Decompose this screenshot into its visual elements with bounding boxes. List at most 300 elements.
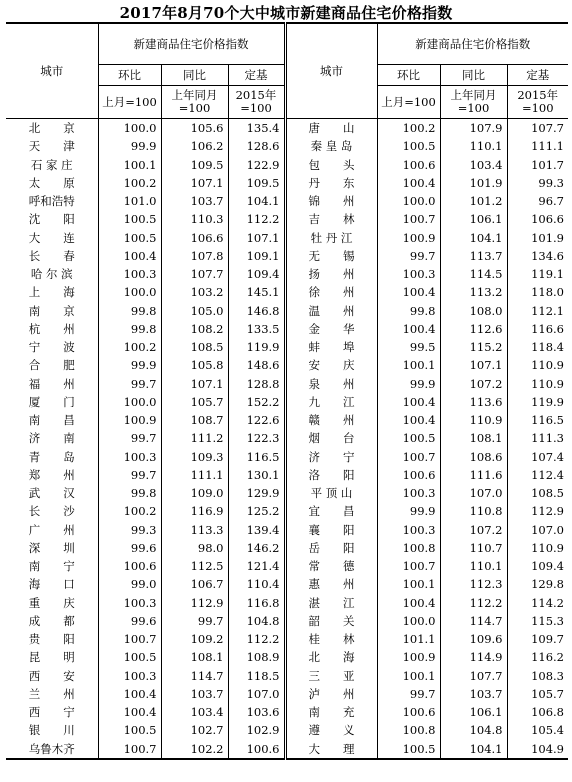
city-name: 郑 州 <box>6 466 98 484</box>
table-row <box>6 283 568 301</box>
city-name: 呼和浩特 <box>6 192 98 210</box>
yoy-value: 111.1 <box>161 466 228 484</box>
mom-value: 100.5 <box>98 648 161 666</box>
mom-value: 100.8 <box>377 539 440 557</box>
mom-value: 100.3 <box>98 594 161 612</box>
fixed-base: 2015年=100 <box>507 86 568 119</box>
yoy-value: 106.1 <box>440 703 507 721</box>
table-row <box>6 594 568 612</box>
city-name: 湛 江 <box>285 594 377 612</box>
yoy-value: 107.1 <box>440 356 507 374</box>
city-name: 贵 阳 <box>6 630 98 648</box>
yoy-value: 114.7 <box>440 612 507 630</box>
table-row <box>6 466 568 484</box>
yoy-value: 103.4 <box>161 703 228 721</box>
table-row <box>6 119 568 138</box>
yoy-value: 110.1 <box>440 557 507 575</box>
fixed-value: 102.9 <box>228 721 285 739</box>
mom-value: 100.4 <box>377 393 440 411</box>
table-row <box>6 247 568 265</box>
city-name: 沈 阳 <box>6 210 98 228</box>
city-name: 成 都 <box>6 612 98 630</box>
mom-value: 100.3 <box>98 448 161 466</box>
fixed-value: 116.8 <box>228 594 285 612</box>
mom-value: 101.0 <box>98 192 161 210</box>
yoy-value: 107.2 <box>440 375 507 393</box>
mom-header: 环比 <box>98 65 161 86</box>
fixed-value: 134.6 <box>531 248 564 263</box>
yoy-value: 106.7 <box>161 575 228 593</box>
table-row <box>6 393 568 411</box>
yoy-base: 上年同月=100 <box>440 86 507 119</box>
city-name: 北 京 <box>6 119 98 138</box>
fixed-header: 定基 <box>228 65 285 86</box>
city-name: 遵 义 <box>285 721 377 739</box>
group-header-left: 新建商品住宅价格指数 <box>98 23 285 65</box>
city-name: 海 口 <box>6 575 98 593</box>
fixed-value: 145.1 <box>228 283 285 301</box>
mom-value: 99.7 <box>98 375 161 393</box>
mom-value: 100.5 <box>98 210 161 228</box>
table-row <box>6 575 568 593</box>
mom-base: 上月=100 <box>377 86 440 119</box>
table-row <box>6 648 568 666</box>
fixed-value: 112.1 <box>531 303 564 318</box>
mom-value: 100.7 <box>377 210 440 228</box>
yoy-value: 105.0 <box>161 302 228 320</box>
yoy-value: 113.7 <box>440 247 507 265</box>
fixed-value: 110.9 <box>531 540 564 555</box>
city-name: 厦 门 <box>6 393 98 411</box>
mom-value: 99.7 <box>98 466 161 484</box>
mom-value: 100.4 <box>377 594 440 612</box>
mom-value: 100.7 <box>377 557 440 575</box>
mom-value: 100.5 <box>98 229 161 247</box>
mom-value: 100.0 <box>98 283 161 301</box>
mom-value: 100.6 <box>377 703 440 721</box>
table-row <box>6 667 568 685</box>
table-row <box>6 320 568 338</box>
yoy-value: 101.9 <box>440 174 507 192</box>
mom-value: 99.8 <box>98 484 161 502</box>
yoy-value: 108.0 <box>440 302 507 320</box>
city-name: 安 庆 <box>285 356 377 374</box>
mom-value: 100.0 <box>98 119 161 138</box>
yoy-value: 109.5 <box>161 156 228 174</box>
fixed-value: 152.2 <box>228 393 285 411</box>
table-row <box>6 356 568 374</box>
city-name: 广 州 <box>6 521 98 539</box>
yoy-value: 114.7 <box>161 667 228 685</box>
table-row <box>6 338 568 356</box>
table-row <box>6 302 568 320</box>
table-row <box>6 557 568 575</box>
fixed-header: 定基 <box>507 65 568 86</box>
yoy-value: 110.3 <box>161 210 228 228</box>
yoy-value: 103.7 <box>161 192 228 210</box>
city-name: 南 昌 <box>6 411 98 429</box>
mom-value: 100.4 <box>377 283 440 301</box>
city-name: 西 宁 <box>6 703 98 721</box>
fixed-value: 101.7 <box>531 157 564 172</box>
fixed-value: 109.4 <box>531 559 564 574</box>
mom-value: 100.3 <box>377 265 440 283</box>
mom-value: 100.9 <box>377 648 440 666</box>
yoy-value: 102.7 <box>161 721 228 739</box>
yoy-value: 116.9 <box>161 502 228 520</box>
fixed-value: 104.1 <box>228 192 285 210</box>
fixed-value: 104.8 <box>228 612 285 630</box>
fixed-value: 139.4 <box>228 521 285 539</box>
yoy-value: 104.8 <box>440 721 507 739</box>
fixed-value: 107.0 <box>531 522 564 537</box>
table-row <box>6 265 568 283</box>
table-row <box>6 703 568 721</box>
table-row <box>6 229 568 247</box>
mom-value: 99.7 <box>377 685 440 703</box>
yoy-value: 114.5 <box>440 265 507 283</box>
city-name: 合 肥 <box>6 356 98 374</box>
mom-value: 99.5 <box>377 338 440 356</box>
fixed-value: 107.0 <box>228 685 285 703</box>
yoy-value: 107.1 <box>161 174 228 192</box>
city-name: 石 家 庄 <box>6 156 98 174</box>
city-header-right: 城市 <box>285 23 377 119</box>
city-name: 深 圳 <box>6 539 98 557</box>
city-name: 长 春 <box>6 247 98 265</box>
fixed-value: 128.6 <box>228 137 285 155</box>
fixed-value: 108.9 <box>228 648 285 666</box>
city-name: 牡 丹 江 <box>285 229 377 247</box>
mom-value: 100.3 <box>377 484 440 502</box>
fixed-value: 96.7 <box>538 194 564 209</box>
fixed-value: 119.1 <box>531 267 564 282</box>
yoy-value: 106.6 <box>161 229 228 247</box>
fixed-value: 130.1 <box>228 466 285 484</box>
mom-value: 99.8 <box>98 320 161 338</box>
city-name: 秦 皇 岛 <box>285 137 377 155</box>
fixed-value: 146.2 <box>228 539 285 557</box>
city-name: 杭 州 <box>6 320 98 338</box>
city-name: 无 锡 <box>285 247 377 265</box>
fixed-value: 110.9 <box>531 376 564 391</box>
mom-value: 100.1 <box>377 667 440 685</box>
mom-value: 100.1 <box>98 156 161 174</box>
mom-value: 100.7 <box>98 740 161 759</box>
fixed-value: 108.3 <box>531 668 564 683</box>
city-header-left: 城市 <box>6 23 98 119</box>
city-name: 乌鲁木齐 <box>6 740 98 759</box>
mom-value: 100.4 <box>98 247 161 265</box>
yoy-value: 107.2 <box>440 521 507 539</box>
yoy-value: 112.9 <box>161 594 228 612</box>
mom-value: 100.5 <box>377 740 440 759</box>
yoy-value: 113.3 <box>161 521 228 539</box>
city-name: 南 宁 <box>6 557 98 575</box>
city-name: 烟 台 <box>285 429 377 447</box>
yoy-value: 108.1 <box>440 429 507 447</box>
yoy-value: 107.7 <box>161 265 228 283</box>
fixed-value: 112.9 <box>531 504 564 519</box>
fixed-value: 119.9 <box>531 394 564 409</box>
fixed-value: 122.9 <box>228 156 285 174</box>
yoy-value: 101.2 <box>440 192 507 210</box>
yoy-value: 112.3 <box>440 575 507 593</box>
mom-value: 100.4 <box>98 703 161 721</box>
yoy-value: 105.7 <box>161 393 228 411</box>
mom-value: 99.6 <box>98 539 161 557</box>
city-name: 锦 州 <box>285 192 377 210</box>
yoy-value: 103.7 <box>161 685 228 703</box>
fixed-base: 2015年=100 <box>228 86 285 119</box>
city-name: 北 海 <box>285 648 377 666</box>
yoy-value: 103.4 <box>440 156 507 174</box>
fixed-value: 105.7 <box>531 686 564 701</box>
fixed-value: 111.3 <box>531 431 564 446</box>
table-row <box>6 721 568 739</box>
city-name: 襄 阳 <box>285 521 377 539</box>
mom-value: 100.6 <box>377 156 440 174</box>
fixed-value: 148.6 <box>228 356 285 374</box>
table-row <box>6 539 568 557</box>
fixed-value: 104.9 <box>507 740 568 759</box>
fixed-value: 109.4 <box>228 265 285 283</box>
yoy-value: 107.1 <box>161 375 228 393</box>
mom-value: 99.9 <box>98 137 161 155</box>
fixed-value: 115.3 <box>531 613 564 628</box>
mom-value: 99.9 <box>377 502 440 520</box>
table-row <box>6 740 568 759</box>
mom-value: 100.2 <box>377 119 440 138</box>
yoy-value: 106.1 <box>440 210 507 228</box>
city-name: 福 州 <box>6 375 98 393</box>
city-name: 韶 关 <box>285 612 377 630</box>
mom-value: 99.9 <box>377 375 440 393</box>
city-name: 兰 州 <box>6 685 98 703</box>
yoy-value: 109.0 <box>161 484 228 502</box>
yoy-value: 107.9 <box>440 119 507 138</box>
yoy-value: 108.6 <box>440 448 507 466</box>
fixed-value: 105.4 <box>531 723 564 738</box>
mom-value: 100.2 <box>98 174 161 192</box>
yoy-value: 106.2 <box>161 137 228 155</box>
mom-value: 100.0 <box>98 393 161 411</box>
yoy-header: 同比 <box>161 65 228 86</box>
table-row <box>6 411 568 429</box>
fixed-value: 109.5 <box>228 174 285 192</box>
fixed-value: 114.2 <box>531 595 564 610</box>
yoy-value: 103.7 <box>440 685 507 703</box>
yoy-value: 110.7 <box>440 539 507 557</box>
city-name: 上 海 <box>6 283 98 301</box>
fixed-value: 108.5 <box>531 486 564 501</box>
city-name: 吉 林 <box>285 210 377 228</box>
mom-value: 100.3 <box>98 667 161 685</box>
fixed-value: 119.9 <box>228 338 285 356</box>
fixed-value: 118.0 <box>531 285 564 300</box>
city-name: 泉 州 <box>285 375 377 393</box>
fixed-value: 116.5 <box>228 448 285 466</box>
mom-value: 99.7 <box>377 247 440 265</box>
city-name: 洛 阳 <box>285 466 377 484</box>
city-name: 南 充 <box>285 703 377 721</box>
yoy-value: 110.8 <box>440 502 507 520</box>
table-row <box>6 156 568 174</box>
table-row <box>6 502 568 520</box>
mom-value: 100.4 <box>377 411 440 429</box>
fixed-value: 125.2 <box>228 502 285 520</box>
yoy-value: 110.9 <box>440 411 507 429</box>
yoy-value: 104.1 <box>440 740 507 759</box>
fixed-value: 116.6 <box>531 321 564 336</box>
yoy-value: 112.5 <box>161 557 228 575</box>
mom-value: 100.3 <box>377 521 440 539</box>
yoy-value: 109.3 <box>161 448 228 466</box>
table-row <box>6 375 568 393</box>
fixed-value: 110.4 <box>228 575 285 593</box>
table-row <box>6 521 568 539</box>
yoy-value: 98.0 <box>161 539 228 557</box>
mom-value: 99.3 <box>98 521 161 539</box>
mom-value: 100.9 <box>98 411 161 429</box>
fixed-value: 129.9 <box>228 484 285 502</box>
yoy-value: 110.1 <box>440 137 507 155</box>
mom-value: 101.1 <box>377 630 440 648</box>
mom-value: 100.1 <box>377 356 440 374</box>
mom-value: 100.0 <box>377 192 440 210</box>
city-name: 青 岛 <box>6 448 98 466</box>
city-name: 包 头 <box>285 156 377 174</box>
mom-value: 100.6 <box>377 466 440 484</box>
fixed-value: 112.4 <box>531 467 564 482</box>
mom-header: 环比 <box>377 65 440 86</box>
table-row <box>6 137 568 155</box>
city-name: 泸 州 <box>285 685 377 703</box>
mom-value: 100.2 <box>98 502 161 520</box>
mom-value: 99.9 <box>98 356 161 374</box>
fixed-value: 116.2 <box>531 650 564 665</box>
fixed-value: 103.6 <box>228 703 285 721</box>
city-name: 三 亚 <box>285 667 377 685</box>
city-name: 岳 阳 <box>285 539 377 557</box>
city-name: 昆 明 <box>6 648 98 666</box>
mom-value: 99.8 <box>377 302 440 320</box>
mom-value: 100.3 <box>98 265 161 283</box>
group-header-right: 新建商品住宅价格指数 <box>377 23 568 65</box>
mom-value: 100.2 <box>98 338 161 356</box>
city-name: 温 州 <box>285 302 377 320</box>
city-name: 济 南 <box>6 429 98 447</box>
fixed-value: 129.8 <box>531 577 564 592</box>
mom-value: 100.7 <box>98 630 161 648</box>
fixed-value: 122.3 <box>228 429 285 447</box>
mom-value: 100.8 <box>377 721 440 739</box>
table-row <box>6 685 568 703</box>
yoy-value: 108.2 <box>161 320 228 338</box>
city-name: 徐 州 <box>285 283 377 301</box>
fixed-value: 107.4 <box>531 449 564 464</box>
mom-value: 100.5 <box>377 137 440 155</box>
fixed-value: 106.6 <box>531 212 564 227</box>
mom-value: 100.4 <box>377 174 440 192</box>
yoy-value: 111.2 <box>161 429 228 447</box>
city-name: 西 安 <box>6 667 98 685</box>
yoy-value: 108.7 <box>161 411 228 429</box>
fixed-value: 133.5 <box>228 320 285 338</box>
yoy-value: 102.2 <box>161 740 228 759</box>
city-name: 南 京 <box>6 302 98 320</box>
city-name: 扬 州 <box>285 265 377 283</box>
city-name: 宁 波 <box>6 338 98 356</box>
city-name: 金 华 <box>285 320 377 338</box>
fixed-value: 128.8 <box>228 375 285 393</box>
city-name: 天 津 <box>6 137 98 155</box>
fixed-value: 99.3 <box>538 175 564 190</box>
yoy-value: 105.6 <box>161 119 228 138</box>
yoy-value: 109.6 <box>440 630 507 648</box>
price-index-table <box>6 22 568 760</box>
yoy-value: 112.2 <box>440 594 507 612</box>
city-name: 赣 州 <box>285 411 377 429</box>
mom-value: 100.9 <box>377 229 440 247</box>
mom-base: 上月=100 <box>98 86 161 119</box>
yoy-value: 111.6 <box>440 466 507 484</box>
fixed-value: 135.4 <box>228 119 285 138</box>
table-row <box>6 429 568 447</box>
yoy-value: 103.2 <box>161 283 228 301</box>
yoy-value: 104.1 <box>440 229 507 247</box>
fixed-value: 146.8 <box>228 302 285 320</box>
fixed-value: 118.4 <box>531 340 564 355</box>
fixed-value: 116.5 <box>531 413 564 428</box>
table-row <box>6 448 568 466</box>
fixed-value: 106.8 <box>531 705 564 720</box>
table-row <box>6 210 568 228</box>
mom-value: 100.1 <box>377 575 440 593</box>
yoy-value: 113.6 <box>440 393 507 411</box>
mom-value: 99.7 <box>98 429 161 447</box>
yoy-value: 107.7 <box>440 667 507 685</box>
table-row <box>6 612 568 630</box>
city-name: 济 宁 <box>285 448 377 466</box>
yoy-value: 99.7 <box>161 612 228 630</box>
yoy-value: 108.5 <box>161 338 228 356</box>
city-name: 常 德 <box>285 557 377 575</box>
yoy-value: 113.2 <box>440 283 507 301</box>
mom-value: 100.4 <box>98 685 161 703</box>
fixed-value: 107.7 <box>531 121 564 136</box>
city-name: 武 汉 <box>6 484 98 502</box>
city-name: 平 顶 山 <box>285 484 377 502</box>
yoy-value: 114.9 <box>440 648 507 666</box>
city-name: 大 理 <box>285 740 377 759</box>
mom-value: 100.7 <box>377 448 440 466</box>
mom-value: 100.6 <box>98 557 161 575</box>
fixed-value: 100.6 <box>228 740 285 759</box>
yoy-value: 112.6 <box>440 320 507 338</box>
fixed-value: 122.6 <box>228 411 285 429</box>
yoy-value: 107.0 <box>440 484 507 502</box>
mom-value: 100.5 <box>98 721 161 739</box>
yoy-base: 上年同月=100 <box>161 86 228 119</box>
fixed-value: 111.1 <box>531 139 564 154</box>
table-row <box>6 174 568 192</box>
city-name: 桂 林 <box>285 630 377 648</box>
yoy-header: 同比 <box>440 65 507 86</box>
fixed-value: 109.1 <box>228 247 285 265</box>
fixed-value: 112.2 <box>228 210 285 228</box>
mom-value: 99.6 <box>98 612 161 630</box>
